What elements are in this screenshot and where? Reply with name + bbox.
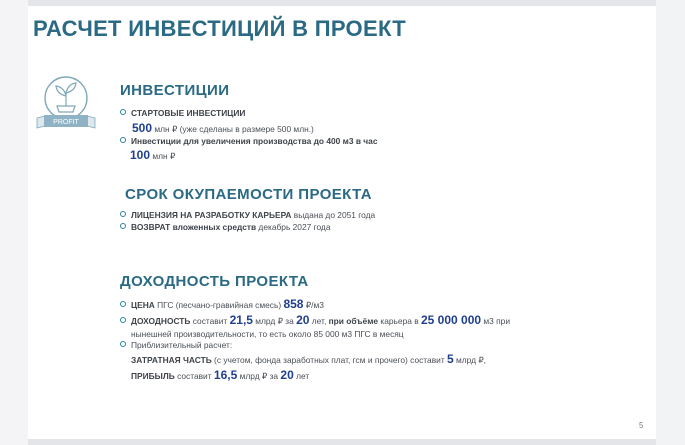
approx-line: Приблизительный расчет: <box>120 340 232 351</box>
profitability-heading: ДОХОДНОСТЬ ПРОЕКТА <box>120 273 309 290</box>
profit-line: ПРИБЫЛЬ составит 16,5 млрд ₽ за 20 лет <box>131 368 310 382</box>
bullet-icon <box>120 341 126 347</box>
investments-item-1-value: 500 млн ₽ (уже сделаны в размере 500 млн.) <box>132 121 314 135</box>
payback-item-2: ВОЗВРАТ вложенных средств декабрь 2027 года <box>120 222 330 233</box>
investments-item-1: СТАРТОВЫЕ ИНВЕСТИЦИИ <box>120 108 245 119</box>
bullet-icon <box>120 109 126 115</box>
payback-item-1: ЛИЦЕНЗИЯ НА РАЗРАБОТКУ КАРЬЕРА выдана до 2051 года <box>120 210 375 221</box>
investments-item-2-value: 100 млн ₽ <box>130 148 176 162</box>
page-number: 5 <box>639 421 644 430</box>
bullet-icon <box>120 137 126 143</box>
cost-line: ЗАТРАТНАЯ ЧАСТЬ (с учетом, фонда заработных плат, гсм и прочего) составит 5 млрд ₽, <box>131 352 486 366</box>
bullet-icon <box>120 223 126 229</box>
payback-heading: СРОК ОКУПАЕМОСТИ ПРОЕКТА <box>125 186 372 203</box>
price-line: ЦЕНА ПГС (песчано-гравийная смесь) 858 ₽/м3 <box>120 299 324 311</box>
bullet-icon <box>120 301 126 307</box>
money-plant-icon <box>35 72 97 134</box>
page-title: РАСЧЕТ ИНВЕСТИЦИЙ В ПРОЕКТ <box>33 16 406 41</box>
bullet-icon <box>120 317 126 323</box>
left-margin <box>0 0 28 445</box>
investments-item-2: Инвестиции для увеличения производства до 400 м3 в час <box>120 136 377 147</box>
logo-label: PROFIT <box>53 119 79 126</box>
investments-heading: ИНВЕСТИЦИИ <box>120 82 230 99</box>
income-line-2: нынешней производительности, то есть около 85 000 м3 ПГС в месяц <box>131 329 404 339</box>
right-margin <box>656 0 685 445</box>
bullet-icon <box>120 211 126 217</box>
income-line: ДОХОДНОСТЬ составит 21,5 млрд ₽ за 20 лет, при объёме карьера в 25 000 000 м3 при <box>120 315 510 327</box>
